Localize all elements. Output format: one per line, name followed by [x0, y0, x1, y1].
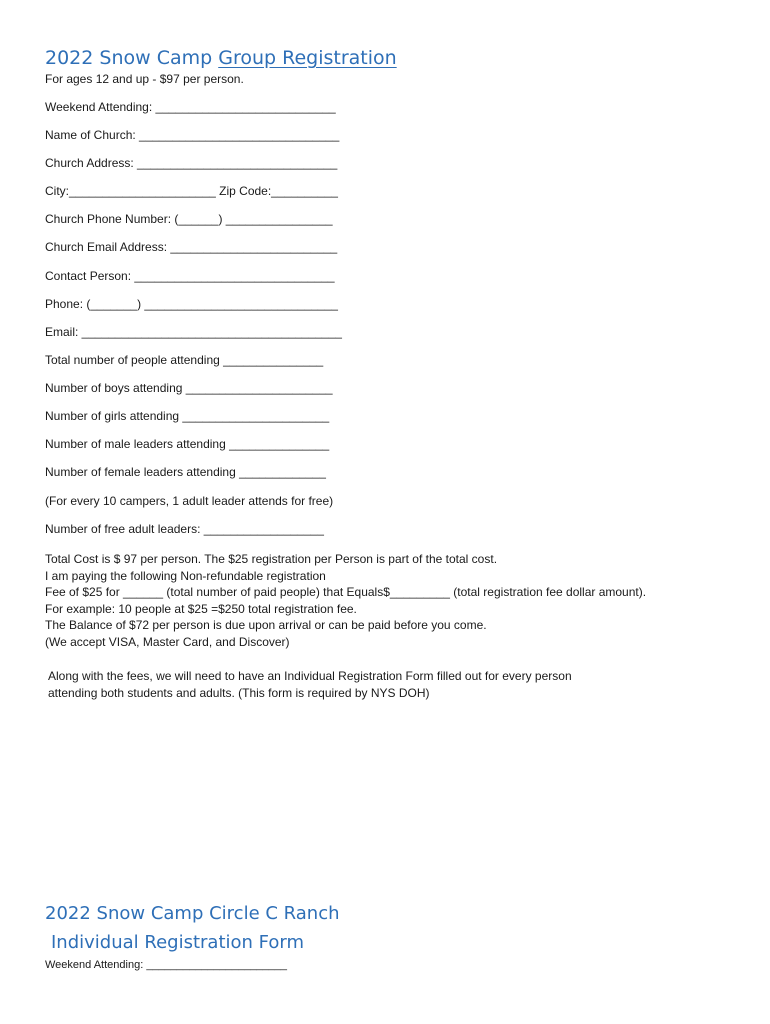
note-line: Along with the fees, we will need to have an Individual Registration Form filled out for every person	[48, 669, 572, 683]
individual-title-line2: Individual Registration Form	[51, 932, 304, 953]
field-phone[interactable]: Phone: (_______) _____________________________	[45, 297, 338, 311]
pricing-subtitle: For ages 12 and up - $97 per person.	[45, 72, 244, 86]
individual-title-line1: 2022 Snow Camp Circle C Ranch	[45, 903, 340, 924]
page-title	[45, 47, 397, 69]
field-church-name[interactable]: Name of Church: ______________________________	[45, 128, 340, 142]
field-church-phone[interactable]: Church Phone Number: (______) ________________	[45, 212, 333, 226]
payment-line: (We accept VISA, Master Card, and Discover)	[45, 634, 290, 649]
field-male-leaders[interactable]: Number of male leaders attending _______________	[45, 437, 330, 451]
title-underlined: Group Registration	[218, 47, 397, 69]
free-leader-note: (For every 10 campers, 1 adult leader attends for free)	[45, 494, 334, 508]
field-total-people[interactable]: Total number of people attending _______________	[45, 353, 324, 367]
payment-line: I am paying the following Non-refundable registration	[45, 568, 326, 583]
field-city-zip[interactable]: City:______________________ Zip Code:__________	[45, 184, 338, 198]
individual-form-note	[48, 668, 572, 701]
payment-line: Fee of $25 for ______ (total number of paid people) that Equals$_________ (total registration fee dollar amount).	[45, 585, 647, 600]
field-girls[interactable]: Number of girls attending ______________________	[45, 409, 330, 423]
payment-paragraph	[45, 551, 646, 651]
payment-line: Total Cost is $ 97 per person. The $25 registration per Person is part of the total cost.	[45, 552, 498, 566]
title-prefix: 2022 Snow Camp	[45, 47, 219, 69]
field-female-leaders[interactable]: Number of female leaders attending _____________	[45, 465, 326, 479]
payment-line: The Balance of $72 per person is due upon arrival or can be paid before you come.	[45, 618, 487, 633]
field-church-email[interactable]: Church Email Address: _________________________	[45, 240, 338, 254]
field-weekend-attending[interactable]: Weekend Attending: ___________________________	[45, 100, 336, 114]
field-boys[interactable]: Number of boys attending ______________________	[45, 381, 333, 395]
payment-line: For example: 10 people at $25 =$250 total registration fee.	[45, 601, 357, 616]
individual-field-weekend-attending[interactable]: Weekend Attending: _______________________	[45, 959, 288, 971]
field-email[interactable]: Email: _______________________________________	[45, 325, 342, 339]
field-free-leaders[interactable]: Number of free adult leaders: __________________	[45, 522, 324, 536]
field-church-address[interactable]: Church Address: ______________________________	[45, 156, 338, 170]
note-line: attending both students and adults. (This form is required by NYS DOH)	[48, 685, 430, 700]
field-contact-person[interactable]: Contact Person: ______________________________	[45, 269, 335, 283]
